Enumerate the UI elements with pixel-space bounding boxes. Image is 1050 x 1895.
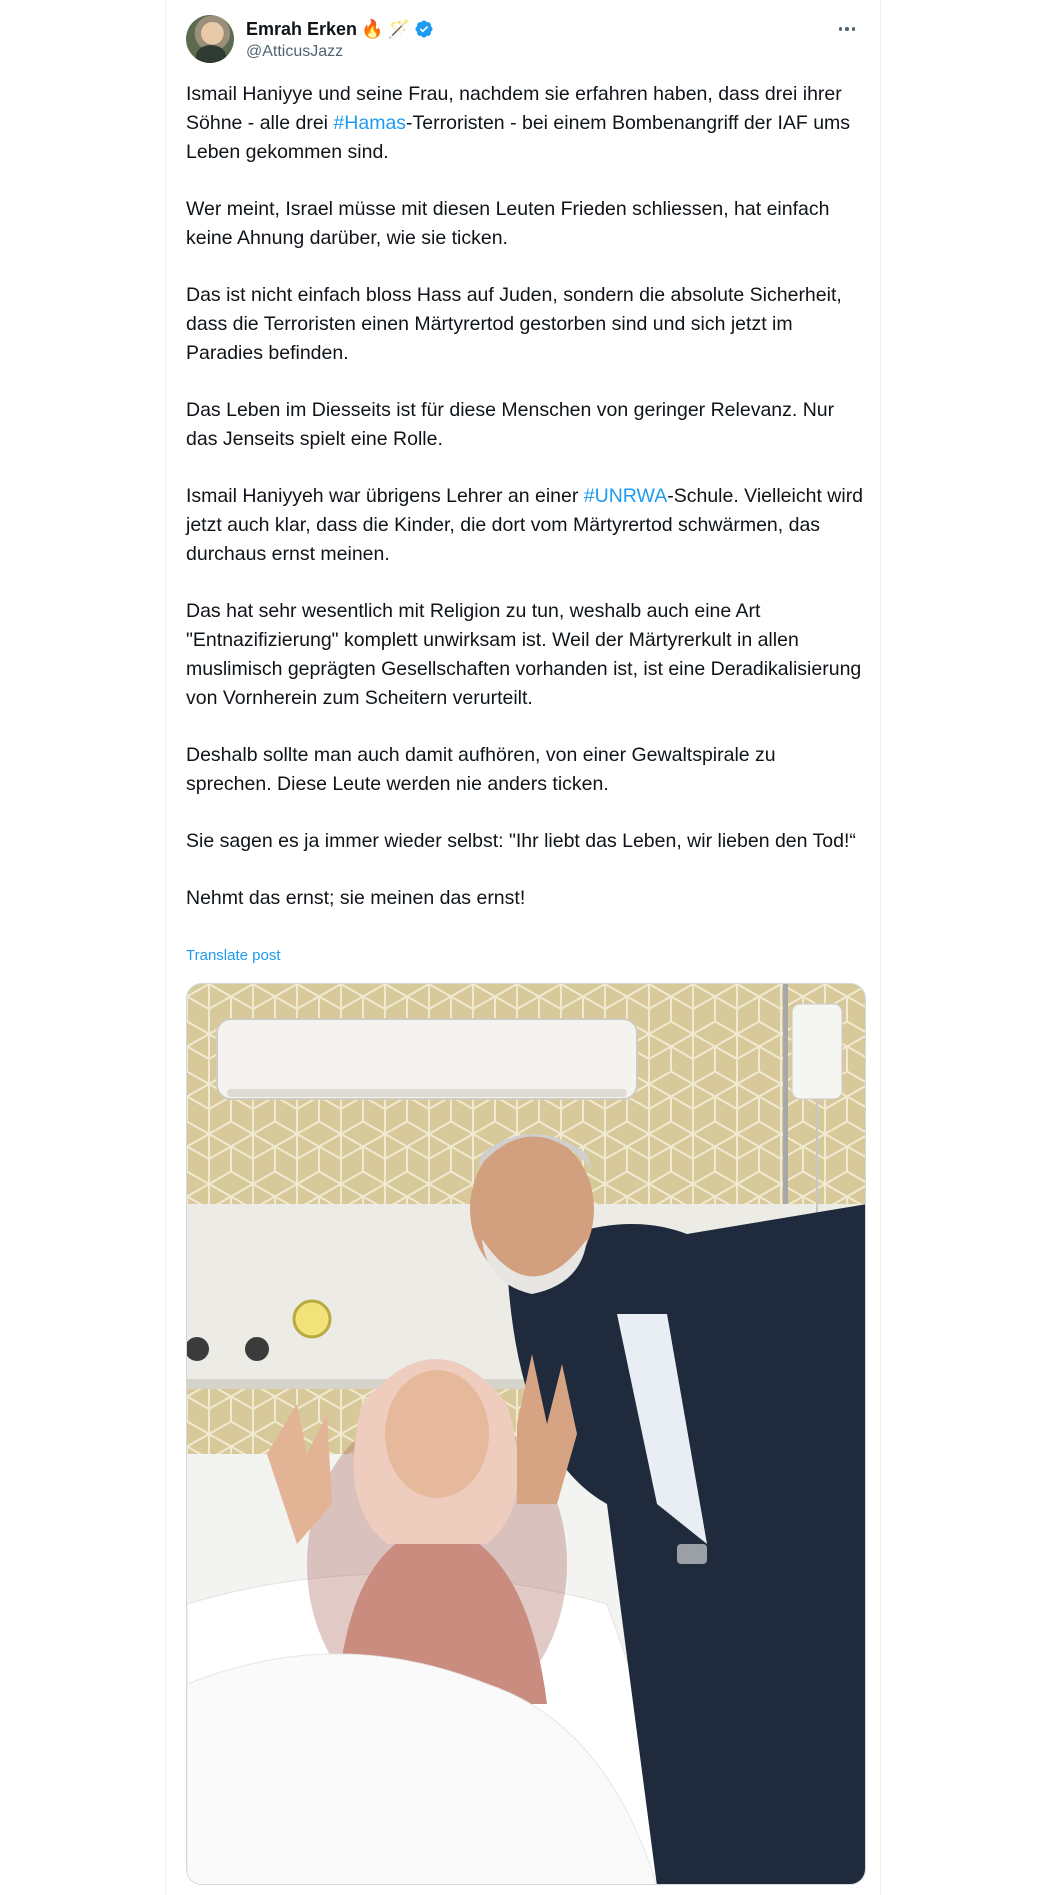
post-photo[interactable] — [186, 983, 866, 1885]
post-paragraph — [186, 396, 866, 454]
verified-badge-icon[interactable] — [414, 19, 434, 39]
post-header — [186, 15, 862, 63]
hospital-photo-illustration — [187, 984, 866, 1885]
post-text-segment: Das ist nicht einfach bloss Hass auf Juden, sondern die absolute Sicherheit, dass die Terroristen einen Märtyrertod gestorben sind und sich jetzt im Paradies befinden. — [186, 284, 842, 364]
magic-wand-emoji-icon: 🪄 — [387, 19, 410, 39]
post-text-segment: Ismail Haniyye und seine Frau, nachdem sie erfahren haben, dass drei ihrer Söhne - alle drei — [186, 83, 842, 134]
post-text — [186, 80, 866, 913]
post-text-segment: -Terroristen - bei einem Bombenangriff der IAF ums Leben gekommen sind. — [186, 112, 851, 163]
timeline-column — [165, 0, 881, 1895]
post-text-segment: Sie sagen es ja immer wieder selbst: "Ihr liebt das Leben, wir lieben den Tod!“ — [186, 830, 856, 852]
post-paragraph — [186, 884, 866, 913]
post-paragraph — [186, 741, 866, 799]
post-paragraph — [186, 482, 866, 569]
fire-emoji-icon: 🔥 — [361, 19, 384, 39]
translate-post-link[interactable]: Translate post — [186, 947, 281, 964]
post-paragraph — [186, 195, 866, 253]
author-name[interactable]: Emrah Erken — [246, 18, 358, 39]
more-options-icon[interactable] — [832, 17, 862, 41]
post-paragraph — [186, 597, 866, 713]
post-paragraph — [186, 281, 866, 368]
post-text-segment: -Schule. Vielleicht wird jetzt auch klar, dass die Kinder, die dort vom Märtyrertod schwärmen, das durchaus ernst meinen. — [186, 485, 864, 565]
post-paragraph — [186, 827, 866, 856]
author-handle[interactable]: @AtticusJazz — [246, 43, 344, 60]
hashtag-link[interactable]: #UNRWA — [583, 485, 668, 507]
post-text-segment: Ismail Haniyyeh war übrigens Lehrer an einer — [186, 485, 584, 507]
hashtag-link[interactable]: #Hamas — [333, 112, 407, 134]
post-text-segment: Wer meint, Israel müsse mit diesen Leuten Frieden schliessen, hat einfach keine Ahnung darüber, wie sie ticken. — [186, 198, 830, 249]
post-text-segment: Das hat sehr wesentlich mit Religion zu tun, weshalb auch eine Art "Entnazifizierung" komplett unwirksam ist. Weil der Märtyrerkult in allen muslimisch geprägten Gesellschaften vorhanden ist, ist eine Deradikalisierung von Vornherein zum Scheitern verurteilt. — [186, 600, 862, 709]
author-name-row[interactable] — [246, 17, 434, 41]
avatar[interactable] — [186, 15, 234, 63]
post-text-segment: Deshalb sollte man auch damit aufhören, von einer Gewaltspirale zu sprechen. Diese Leute werden nie anders ticken. — [186, 744, 776, 795]
post-paragraph — [186, 80, 866, 167]
post-text-segment: Nehmt das ernst; sie meinen das ernst! — [186, 887, 526, 909]
post-text-segment: Das Leben im Diesseits ist für diese Menschen von geringer Relevanz. Nur das Jenseits spielt eine Rolle. — [186, 399, 835, 450]
